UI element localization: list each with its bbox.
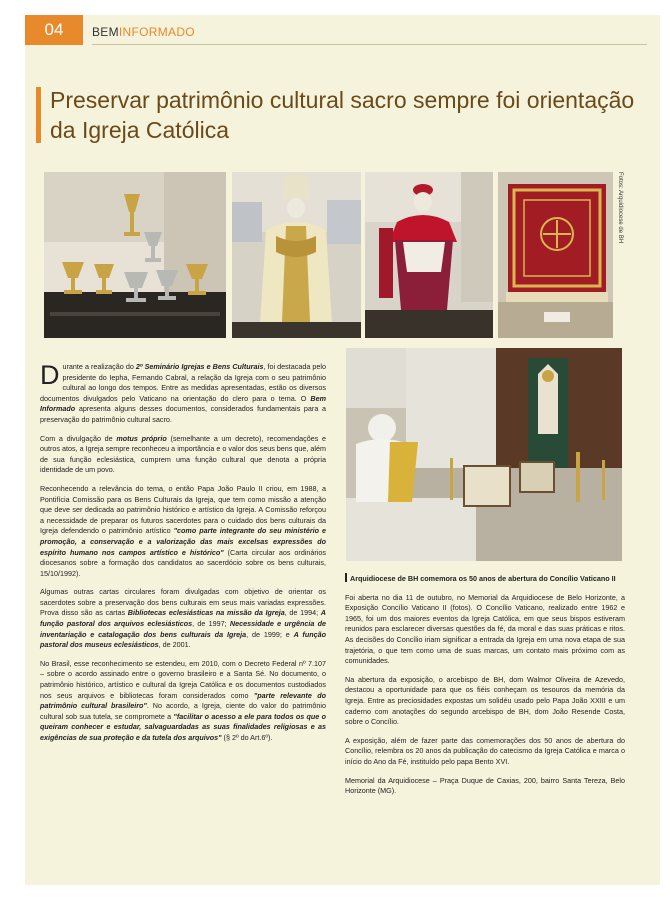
brand-header bbox=[92, 25, 195, 39]
paragraph-3 bbox=[40, 484, 326, 579]
sidebar-paragraph-3: A exposição, além de fazer parte das comemorações dos 50 anos de abertura do Concílio, relembra os 20 anos da publicação do catecismo da Igreja Católica e marca o início do Ano da Fé, instituído pelo papa Bento XVI. bbox=[345, 735, 625, 766]
text: Com a divulgação de bbox=[40, 433, 117, 443]
sidebar-box bbox=[345, 573, 625, 805]
photo-vestment bbox=[232, 172, 361, 338]
text: (§ 2º do Art.6º). bbox=[221, 733, 273, 742]
text: (semelhante a um decreto), recomendações e outros atos, a Igreja sempre reconheceu a importância e o valor dos seus bens que, além de sua função eclesiástica, cumprem uma função cultural que denota a própria identidade de um povo. bbox=[40, 433, 326, 475]
publication-name: Bem Informado bbox=[40, 393, 326, 414]
photo-chalices bbox=[44, 172, 226, 338]
term: motus próprio bbox=[116, 433, 167, 443]
document-title: Necessidade e urgência de inventariação e catalogação dos bens culturais da Igreja bbox=[40, 619, 326, 639]
brand-part-1: BEM bbox=[92, 25, 119, 39]
text: . No acordo, a Igreja, ciente do valor do patrimônio cultural sob sua tutela, se compromete a bbox=[40, 701, 326, 721]
paragraph-2 bbox=[40, 434, 326, 476]
title-accent-bar bbox=[36, 87, 41, 143]
text: Algumas outras cartas circulares foram divulgadas com objetivo de orientar os sacerdotes sobre a preservação dos bens culturais em seus mais variadas expressões. Prova disso são as cartas bbox=[40, 587, 326, 618]
text: (Carta circular aos ordinários diocesanos sobre a formação dos candidatos ao sacerdócio sobre os bens culturais, 15/10/1992). bbox=[40, 547, 326, 578]
quote: "facilitar o acesso a ele para todos os que o queiram conhecer e estudar, salvaguardadas as suas finalidades religiosas e as exigências de sua proteção e da tutela dos arquivos" bbox=[40, 711, 326, 742]
photo-bound-book bbox=[498, 172, 613, 338]
title-line-1: Preservar patrimônio cultural sacro sempre foi orientação bbox=[50, 87, 635, 113]
photo-exhibition bbox=[346, 348, 622, 561]
header-rule bbox=[92, 44, 647, 45]
text: , foi destacada pelo presidente do Iepha, Fernando Cabral, a relação da Igreja com o seu patrimônio cultural ao longo dos tempos. Entre as medidas apresentadas, estão os diversos documentos divulgados pelo Vaticano na orientação do clero para o tema. O bbox=[40, 362, 326, 403]
quote: "parte relevante do patrimônio cultural brasileiro" bbox=[40, 690, 327, 711]
text: apresenta alguns desses documentos, considerados fundamentais para a preservação do patrimônio cultural sacro. bbox=[40, 404, 326, 424]
caption-bar bbox=[345, 573, 347, 582]
page-number: 04 bbox=[25, 15, 83, 45]
photo-cardinal-vestment bbox=[365, 172, 493, 338]
seminar-name: 2º Seminário Igrejas e Bens Culturais bbox=[135, 362, 264, 371]
text: Reconhecendo a relevância do tema, o então Papa João Paulo II criou, em 1988, a Pontifícia Comissão para os Bens Culturais da Igreja, que tem como missão a atenção que deve ser dedicada ao patrimônio histórico e artístico da Igreja. A Comissão reforçou a necessidade de preparar os futuros sacerdotes para o cuidado dos bens culturais da Igreja defendendo o patrimônio artístico bbox=[40, 483, 326, 536]
document-title: A função pastoral dos museus eclesiásticos bbox=[40, 629, 326, 650]
sidebar-caption bbox=[345, 573, 625, 585]
paragraph-1 bbox=[40, 362, 326, 426]
brand-part-2: INFORMADO bbox=[118, 25, 195, 39]
text: urante a realização do bbox=[62, 362, 136, 371]
text: , de 1997; bbox=[192, 619, 230, 629]
text: , de 1994; bbox=[284, 608, 321, 618]
sidebar-address: Memorial da Arquidiocese – Praça Duque de Caxias, 200, bairro Santa Tereza, Belo Horizonte (MG). bbox=[345, 775, 625, 796]
photo-credit: Fotos: Arquidiocese de BH bbox=[617, 172, 623, 244]
document-title: A função pastoral dos arquivos eclesiásticos bbox=[40, 608, 326, 629]
text: , de 2001. bbox=[158, 640, 191, 650]
paragraph-5 bbox=[40, 659, 326, 744]
title-line-2: da Igreja Católica bbox=[50, 117, 229, 143]
paragraph-4 bbox=[40, 587, 326, 651]
sidebar-paragraph-1: Foi aberta no dia 11 de outubro, no Memorial da Arquidiocese de Belo Horizonte, a Exposição Concílio Vaticano II (fotos). O Concílio Vaticano, realizado entre 1962 e 1965, foi um dos maiores eventos da Igreja Católica, em que seus bispos estiveram reunidos para esclarecer diversas questões da fé, da moral e das suas práticas e ritos. As decisões do Concílio iriam significar a entrada da Igreja em uma nova etapa de sua trajetória, o que tem como uma de suas marcas, um contato mais próximo com as comunidades. bbox=[345, 592, 625, 666]
sidebar-paragraph-2: Na abertura da exposição, o arcebispo de BH, dom Walmor Oliveira de Azevedo, destacou a oportunidade para que os fiéis conheçam os tesouros da memória da Igreja. Entre as preciosidades expostas um solidéu usado pelo Papa João XXIII e um caderno com anotações do segundo arcebispo de BH, dom João Resende Costa, sobre o Concílio. bbox=[345, 674, 625, 727]
drop-cap: D bbox=[40, 360, 60, 390]
text: , de 1999; e bbox=[246, 629, 294, 639]
article-title bbox=[50, 85, 650, 145]
document-title: Bibliotecas eclesiásticas na missão da Igreja bbox=[127, 608, 285, 618]
caption-text: Arquidiocese de BH comemora os 50 anos de abertura do Concílio Vaticano II bbox=[350, 574, 616, 583]
text: No Brasil, esse reconhecimento se estendeu, em 2010, com o Decreto Federal nº 7.107 – sobre o acordo assinado entre o governo brasileiro e a Santa Sé. No documento, o patrimônio histórico, artístico e cultural da Igreja Católica e os documentos custodiados nos seus arquivos e bibliotecas foram considerados como bbox=[40, 658, 326, 700]
quote: "como parte integrante do seu ministério e promoção, a conservação e a valorização das mais excelsas expressões do espírito humano nos campos artístico e histórico" bbox=[40, 526, 326, 557]
article-body bbox=[40, 362, 326, 752]
